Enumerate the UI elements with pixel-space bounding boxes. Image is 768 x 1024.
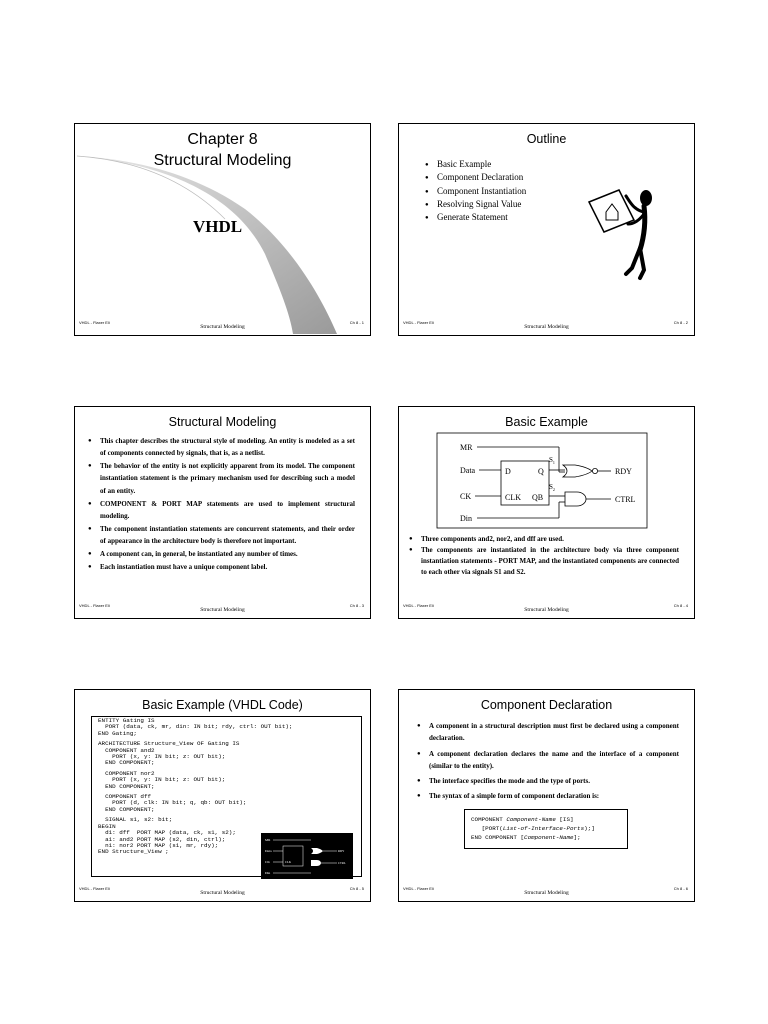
pin-qb: QB [532, 493, 544, 502]
footer-topic: Structural Modeling [200, 890, 245, 896]
svg-text:Din: Din [265, 871, 271, 875]
circuit-diagram [399, 429, 694, 529]
footer-author: VHDL - Flaxer Eli [79, 320, 110, 325]
code-line: COMPONENT and2 [98, 746, 155, 754]
slide-component-declaration [398, 689, 695, 902]
list-item: ● Generate Statement [425, 211, 526, 224]
syntax-line-3: END COMPONENT [Component-Name]; [471, 834, 581, 841]
list-item: ● Basic Example [425, 158, 526, 171]
footer-author: VHDL - Flaxer Eli [403, 886, 434, 891]
footer-author: VHDL - Flaxer Eli [403, 603, 434, 608]
slide-title: Outline [526, 132, 567, 146]
slide-chapter-title [74, 123, 371, 336]
bullet-list [88, 435, 355, 574]
signal-s1: $S_1$ [549, 456, 555, 465]
footer-page: Ch 8 - 1 [349, 320, 364, 325]
and-gate [565, 492, 586, 506]
svg-text:CTRL: CTRL [338, 861, 346, 865]
code-line: END Structure_View ; [98, 848, 169, 856]
slide-title: Basic Example (VHDL Code) [142, 698, 303, 712]
footer-page: Ch 8 - 4 [673, 603, 688, 608]
label-ck: CK [460, 492, 472, 501]
footer-author: VHDL - Flaxer Eli [403, 320, 434, 325]
slide-basic-example [398, 406, 695, 619]
circuit-thumbnail [261, 833, 353, 879]
svg-text:Data: Data [265, 849, 272, 853]
code-line: ARCHITECTURE Structure_View OF Gating IS [98, 740, 240, 748]
code-line: COMPONENT nor2 [98, 769, 155, 777]
svg-text:RDY: RDY [338, 849, 345, 853]
slide-title: Basic Example [505, 415, 588, 429]
bullet-list [417, 720, 679, 806]
footer-author: VHDL - Flaxer Eli [79, 886, 110, 891]
slide-title: Structural Modeling [168, 415, 277, 429]
list-item: ● The behavior of the entity is not explicitly apparent from its model. The component instantiation statement is the primary mechanism used for describing such a model of an entity. [88, 460, 355, 497]
slide-title: Component Declaration [480, 698, 613, 712]
outline-list [425, 158, 526, 224]
footer-page: Ch 8 - 3 [349, 603, 364, 608]
footer-topic: Structural Modeling [200, 324, 245, 330]
title-line-2: Structural Modeling [153, 152, 292, 169]
pin-clk: CLK [505, 493, 521, 502]
list-item: ● COMPONENT & PORT MAP statements are used to implement structural modeling. [88, 498, 355, 523]
syntax-box [464, 809, 628, 849]
footer-topic: Structural Modeling [524, 890, 569, 896]
syntax-line-2: [PORT(List-of-Interface-Ports);] [471, 825, 595, 832]
slide-outline [398, 123, 695, 336]
code-line: END COMPONENT; [98, 805, 155, 813]
label-mr: MR [460, 443, 473, 452]
title-line-1: Chapter 8 [187, 131, 258, 148]
svg-text:MR: MR [265, 838, 271, 842]
pin-d: D [505, 467, 511, 476]
list-item: ● The syntax of a simple form of component declaration is: [417, 790, 679, 802]
stick-figure-illustration [584, 182, 664, 292]
bullet-list [409, 534, 679, 578]
code-line: PORT (x, y: IN bit; z: OUT bit); [98, 776, 226, 784]
syntax-line-1: COMPONENT Component-Name [IS] [471, 816, 574, 823]
nor-gate [563, 465, 592, 477]
slide-title [75, 129, 370, 171]
code-line: BEGIN [98, 822, 116, 830]
code-line: PORT (d, clk: IN bit; q, qb: OUT bit); [98, 799, 247, 807]
code-line: END COMPONENT; [98, 759, 155, 767]
list-item: ● The components are instantiated in the architecture body via three component instantiation statements - PORT MAP, and the instantiated components are connected to each other via signals S1 and S2. [409, 545, 679, 578]
output-ctrl: CTRL [615, 495, 636, 504]
svg-text:CLK: CLK [285, 860, 291, 864]
list-item: ● A component can, in general, be instantiated any number of times. [88, 548, 355, 560]
code-line: COMPONENT dff [98, 793, 152, 801]
code-line: d1: dff PORT MAP (data, ck, s1, s2); [98, 829, 236, 837]
pin-q: Q [538, 467, 544, 476]
code-line: END Gating; [98, 729, 137, 737]
footer-page: Ch 8 - 5 [349, 886, 364, 891]
code-line: a1: and2 PORT MAP (s2, din, ctrl); [98, 835, 226, 843]
code-line: END COMPONENT; [98, 782, 155, 790]
list-item: ● Resolving Signal Value [425, 198, 526, 211]
output-rdy: RDY [615, 467, 632, 476]
list-item: ● The interface specifies the mode and the type of ports. [417, 775, 679, 787]
vhdl-heading: VHDL [193, 217, 243, 236]
code-line: PORT (x, y: IN bit; z: OUT bit); [98, 753, 226, 761]
list-item: ● This chapter describes the structural style of modeling. An entity is modeled as a set of components connected by signals, that is, as a netlist. [88, 435, 355, 460]
list-item: ● The component instantiation statements are concurrent statements, and their order of appearance in the architecture body is therefore not important. [88, 523, 355, 548]
footer-page: Ch 8 - 6 [673, 886, 688, 891]
list-item: ● Component Instantiation [425, 185, 526, 198]
footer-topic: Structural Modeling [524, 607, 569, 613]
list-item: ● Three components and2, nor2, and dff are used. [409, 534, 679, 545]
list-item: ● A component declaration declares the name and the interface of a component (similar to the entity). [417, 748, 679, 773]
footer-author: VHDL - Flaxer Eli [79, 603, 110, 608]
svg-text:CK: CK [265, 860, 270, 864]
footer-topic: Structural Modeling [200, 607, 245, 613]
list-item: ● Each instantiation must have a unique component label. [88, 561, 355, 573]
code-line: ENTITY Gating IS [98, 717, 155, 724]
list-item: ● A component in a structural description must first be declared using a component declaration. [417, 720, 679, 745]
code-line: n1: nor2 PORT MAP (s1, mr, rdy); [98, 841, 219, 849]
list-item: ● Component Declaration [425, 171, 526, 184]
signal-s2: $S_2$ [549, 483, 555, 492]
slide-structural-modeling [74, 406, 371, 619]
code-line: PORT (data, ck, mr, din: IN bit; rdy, ctrl: OUT bit); [98, 723, 293, 731]
label-din: Din [460, 514, 472, 523]
label-data: Data [460, 466, 476, 475]
slide-vhdl-code [74, 689, 371, 902]
footer-topic: Structural Modeling [524, 324, 569, 330]
code-line: SIGNAL s1, s2: bit; [98, 816, 173, 824]
footer-page: Ch 8 - 2 [673, 320, 688, 325]
